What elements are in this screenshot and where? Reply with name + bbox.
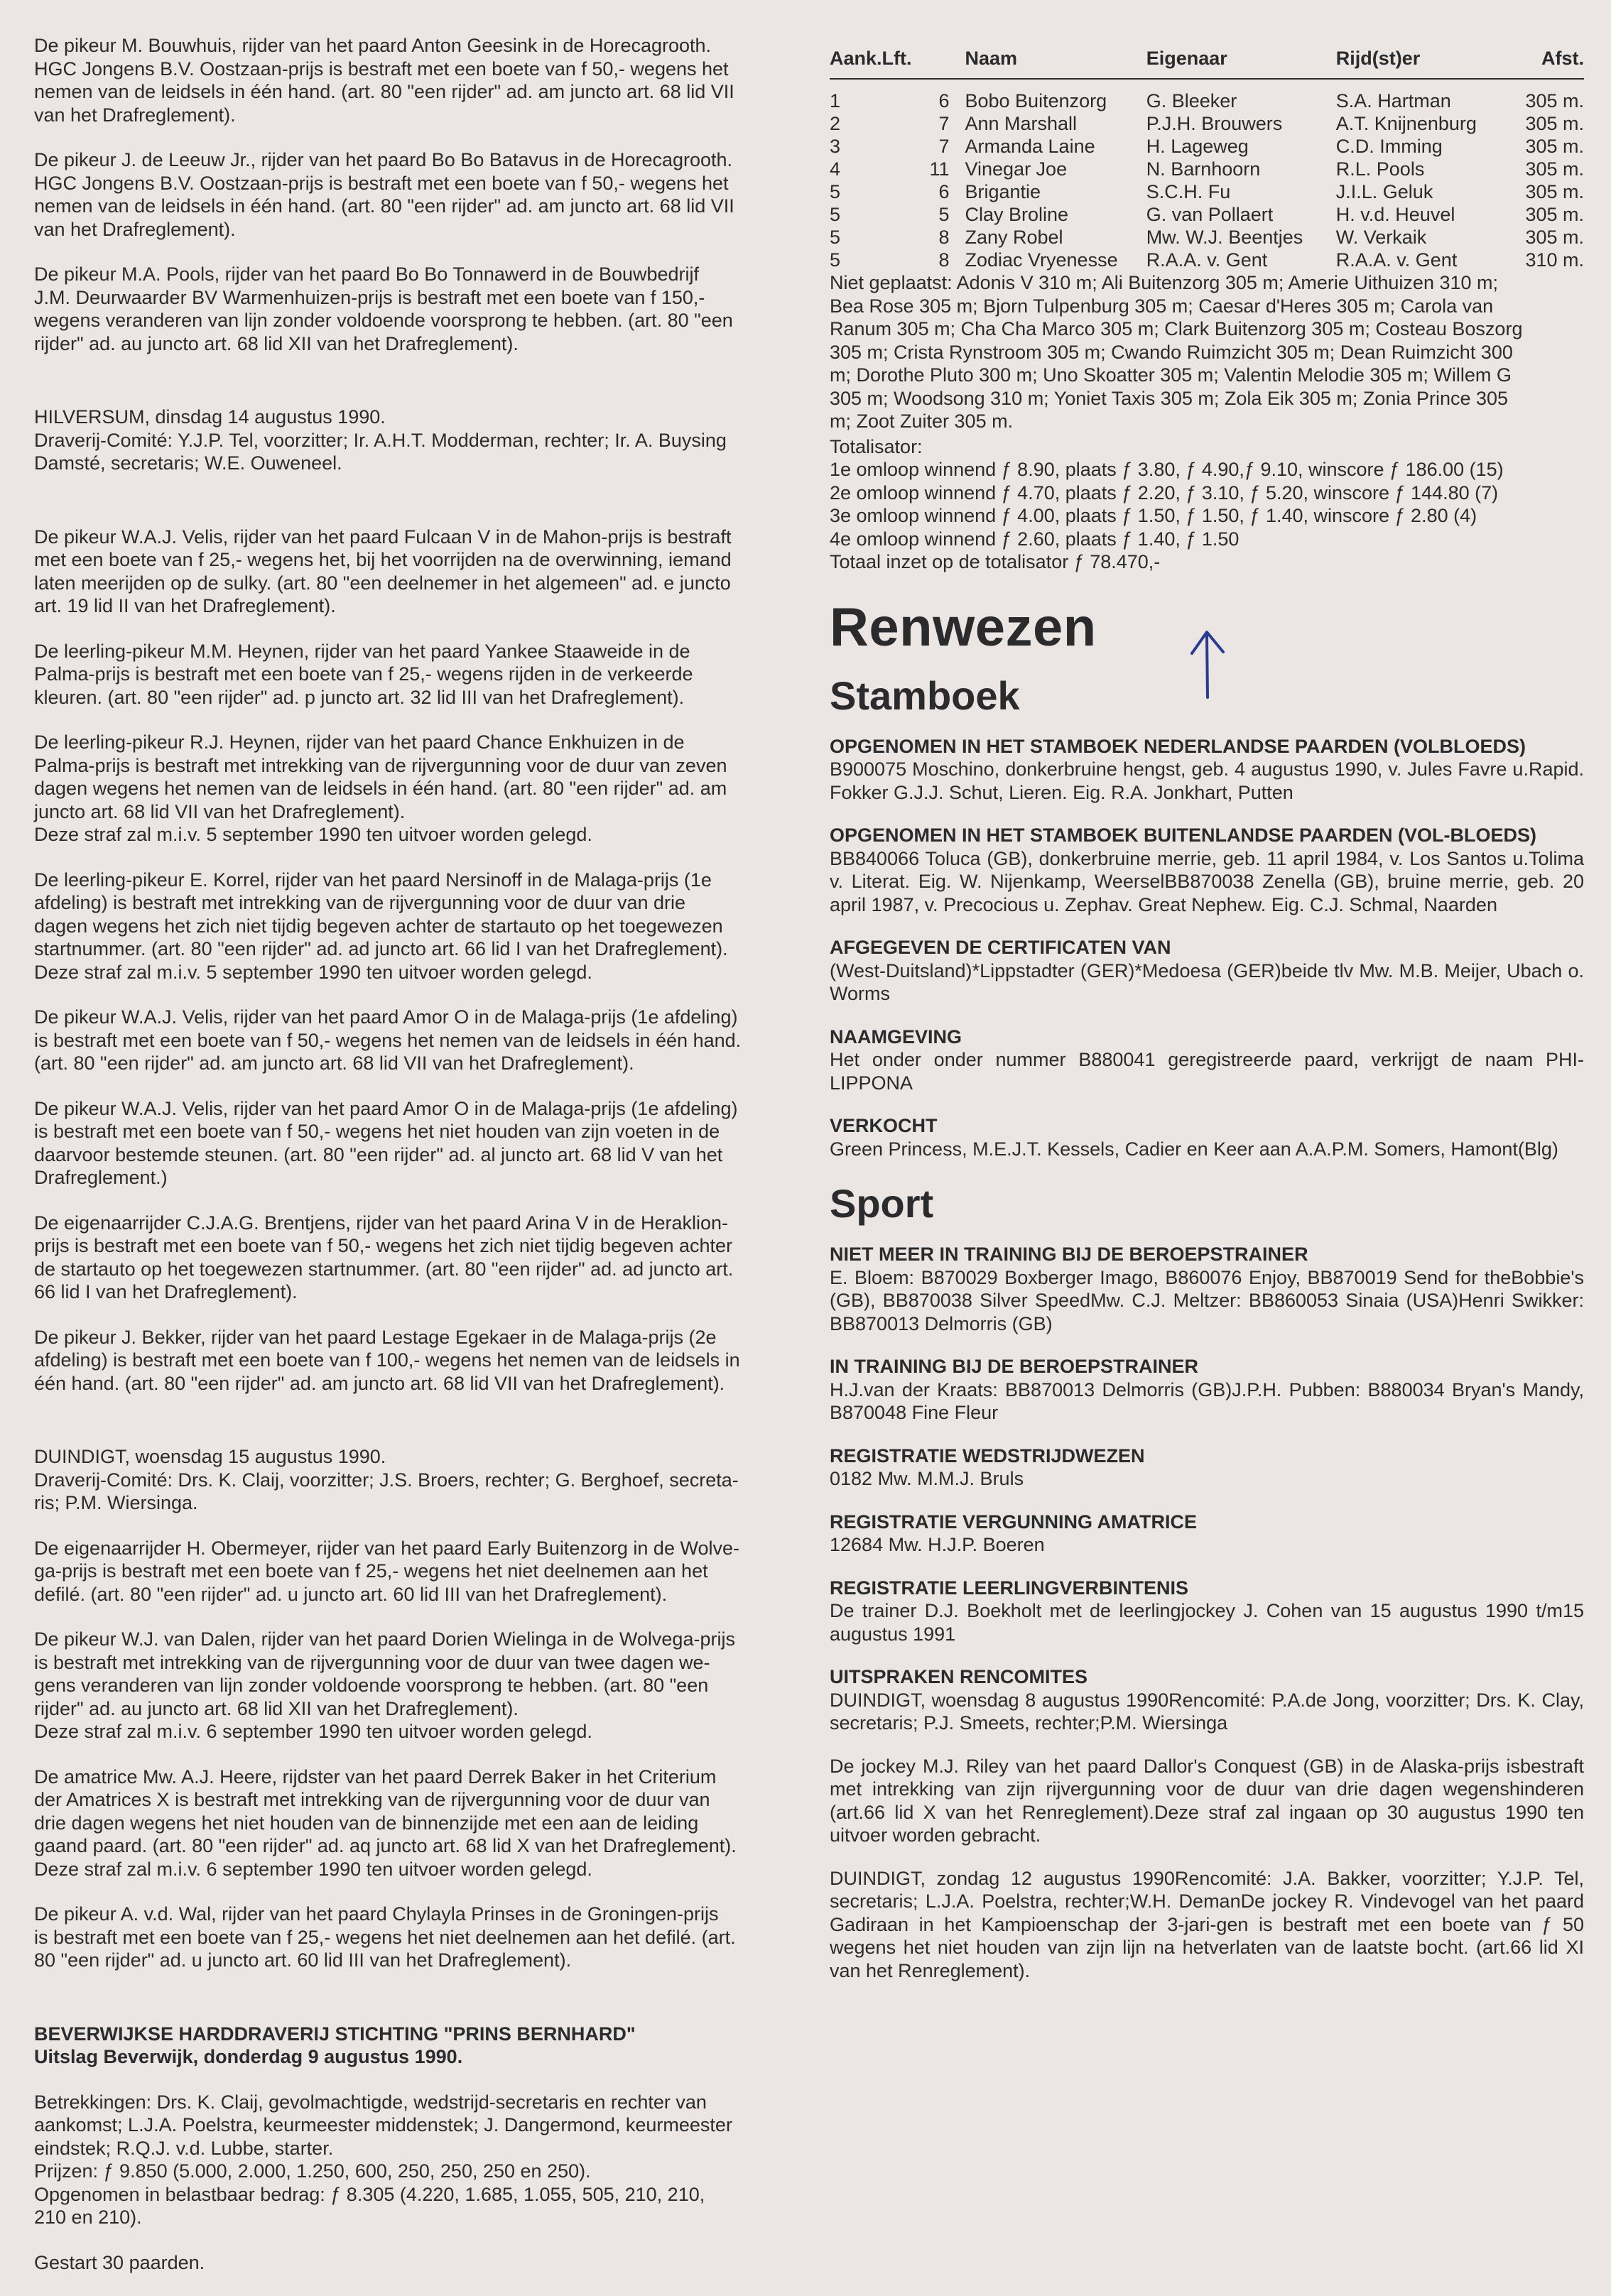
paragraph — [34, 1006, 788, 1075]
text-line: REGISTRATIE VERGUNNING AMATRICE — [830, 1511, 1198, 1533]
text-line: De pikeur J. Bekker, rijder van het paard Lestage Egekaer in de Malaga-prijs (2e — [34, 1326, 717, 1348]
text-line: afdeling) is bestraft met intrekking van de rijvergunning voor de duur van drie — [34, 892, 685, 913]
text-line: UITSPRAKEN RENCOMITES — [830, 1666, 1088, 1687]
text-line: P.M. Wiersinga — [1100, 1712, 1228, 1734]
text-line: Deze straf zal ingaan op 30 augustus 1990 ten uitvoer worden gebracht. — [830, 1801, 1584, 1846]
block-heading — [830, 1665, 1584, 1689]
text-line: HGC Jongens B.V. Oostzaan-prijs is bestraft met een boete van f 50,- wegens het — [34, 58, 729, 80]
text-line: De leerling-pikeur R.J. Heynen, rijder van het paard Chance Enkhuizen in de — [34, 731, 685, 753]
text-line: met een boete van f 25,- wegens het, bij het voorrijden na de overwinning, iemand — [34, 549, 732, 570]
result-row — [830, 158, 1584, 180]
text-line: Bobbie's (GB), BB870038 Silver Speed — [830, 1266, 1584, 1311]
paragraph — [34, 1326, 788, 1395]
block-text — [830, 1534, 1045, 1555]
text-line: startnummer. (art. 80 "een rijder" ad. ad juncto art. 66 lid I van het Drafreglement). — [34, 938, 728, 959]
text-line: wegens veranderen van lijn zonder voldoende voorsprong te hebben. (art. 80 "een — [34, 310, 733, 331]
cell-naam: Ann Marshall — [965, 113, 1078, 134]
text-line: Drafreglement.) — [34, 1167, 168, 1188]
text-line: W.H. Deman — [1129, 1890, 1241, 1912]
cell-afst: 305 m. — [1525, 90, 1584, 111]
text-line: 66 lid I van het Drafreglement). — [34, 1281, 298, 1302]
block-verkocht — [830, 1114, 1584, 1160]
block-heading — [830, 824, 1584, 847]
cell-eigenaar: H. Lageweg — [1146, 136, 1249, 157]
text-line: is bestraft met intrekking van de rijvergunning voor de duur van twee dagen we- — [34, 1651, 710, 1673]
text-line: 15 augustus 1991 — [830, 1600, 1584, 1645]
text-line: der Amatrices X is bestraft met intrekking van de rijvergunning voor de duur van — [34, 1789, 710, 1810]
paragraph — [34, 1903, 788, 1972]
text-line: rijder" ad. au juncto art. 68 lid XII van het Drafreglement). — [34, 1697, 519, 1719]
cell-rijder: H. v.d. Heuvel — [1335, 204, 1455, 225]
block-niet-meer-in-training — [830, 1243, 1584, 1335]
text-line: De pikeur M.A. Pools, rijder van het paard Bo Bo Tonnawerd in de Bouwbedrijf — [34, 263, 700, 285]
block-in-training — [830, 1355, 1584, 1425]
text-line: Damsté, secretaris; W.E. Ouweneel. — [34, 452, 342, 474]
cell-lft: 5 — [938, 204, 950, 225]
cell-aank: 5 — [830, 249, 841, 271]
cell-eigenaar: G. van Pollaert — [1146, 204, 1274, 225]
text-line: dagen wegens het zich niet tijdig begeven achter de startauto op het toegewezen — [34, 915, 723, 937]
text-line: Mw. C.J. Meltzer: BB860053 Sinaia (USA) — [1090, 1290, 1459, 1311]
text-line: Draverij-Comité: Drs. K. Claij, voorzitter; J.S. Broers, rechter; G. Berghoef, secreta- — [34, 1469, 739, 1491]
block-text — [830, 758, 1584, 803]
text-line: nemen van de leidsels in één hand. (art. 80 "een rijder" ad. am juncto art. 68 lid VII — [34, 81, 734, 102]
cell-eigenaar: Mw. W.J. Beentjes — [1146, 227, 1303, 248]
block-text — [830, 1138, 1558, 1160]
cell-aank: 5 — [830, 181, 841, 202]
right-column — [830, 47, 1584, 2002]
text-line: Niet geplaatst: Adonis V 310 m; Ali Buitenzorg 305 m; Amerie Uithuizen 310 m; — [830, 272, 1499, 293]
text-line: H.J.van der Kraats: BB870013 Delmorris (GB) — [830, 1378, 1232, 1400]
text-line: REGISTRATIE WEDSTRIJDWEZEN — [830, 1444, 1145, 1467]
text-line: Green Princess, M.E.J.T. Kessels, Cadier en Keer aan A.A.P.M. Somers, Hamont — [830, 1138, 1518, 1160]
text-line: prijs is bestraft met een boete van f 50,- wegens het zich niet tijdig begeven achter — [34, 1235, 733, 1256]
text-line: De pikeur A. v.d. Wal, rijder van het paard Chylayla Prinses in de Groningen-prijs — [34, 1903, 719, 1925]
paragraph — [34, 731, 788, 847]
text-line: De trainer D.J. Boekholt met de leerlingjockey J. Cohen van 15 augustus 1990 t/m — [830, 1600, 1563, 1621]
text-line: E. Bloem: B870029 Boxberger Imago, B860076 Enjoy, BB870019 Send for the — [830, 1266, 1512, 1288]
text-line: De leerling-pikeur M.M. Heynen, rijder van het paard Yankee Staaweide in de — [34, 640, 690, 662]
paragraph — [34, 640, 788, 709]
text-line: De eigenaarrijder C.J.A.G. Brentjens, rijder van het paard Arina V in de Heraklion- — [34, 1212, 728, 1234]
text-line: (Blg) — [1517, 1138, 1558, 1160]
cell-naam: Zany Robel — [965, 227, 1063, 248]
block-text — [830, 1756, 1584, 1846]
text-line: v. Great Nephew. Eig. C.J. Schmal, Naarden — [1119, 893, 1497, 915]
block-heading — [830, 936, 1584, 959]
cell-aank: 5 — [830, 227, 841, 248]
cell-lft: 11 — [929, 158, 950, 180]
text-line: één hand. (art. 80 "een rijder" ad. am juncto art. 68 lid VII van het Drafreglement). — [34, 1372, 725, 1394]
race-heading — [34, 2023, 788, 2069]
text-line: REGISTRATIE LEERLINGVERBINTENIS — [830, 1577, 1189, 1599]
paragraph — [34, 1212, 788, 1304]
text-line: De pikeur W.A.J. Velis, rijder van het paard Amor O in de Malaga-prijs (1e afdeling) — [34, 1097, 738, 1119]
text-line: Rapid. Fokker G.J.J. Schut, Lieren. Eig. R.A. Jonkhart, Putten — [830, 758, 1584, 803]
text-line: 0182 Mw. M.M.J. Bruls — [830, 1468, 1024, 1489]
text-line: Opgenomen in belastbaar bedrag: ƒ 8.305 (4.220, 1.685, 1.055, 505, 210, 210, — [34, 2183, 705, 2205]
block-text — [830, 1379, 1584, 1424]
text-line: OPGENOMEN IN HET STAMBOEK NEDERLANDSE PAARDEN (VOLBLOEDS) — [830, 735, 1526, 757]
niet-geplaatst — [830, 271, 1584, 433]
text-line: Uitslag Beverwijk, donderdag 9 augustus 1990. — [34, 2046, 463, 2067]
cell-aank: 4 — [830, 158, 841, 180]
text-line: De pikeur W.A.J. Velis, rijder van het paard Amor O in de Malaga-prijs (1e afdeling) — [34, 1006, 738, 1028]
cell-lft: 6 — [938, 90, 950, 111]
block-text — [830, 848, 1584, 915]
text-line: Deze straf zal m.i.v. 5 september 1990 ten uitvoer worden gelegd. — [34, 824, 592, 845]
text-line: Palma-prijs is bestraft met intrekking van de rijvergunning voor de duur van zeven — [34, 754, 727, 776]
cell-lft: 8 — [938, 227, 950, 248]
text-line: Palma-prijs is bestraft met een boete van f 25,- wegens rijden in de verkeerde — [34, 663, 693, 685]
meeting-header — [34, 406, 788, 475]
text-line: De amatrice Mw. A.J. Heere, rijdster van het paard Derrek Baker in het Criterium — [34, 1765, 717, 1788]
text-line: Draverij-Comité: Y.J.P. Tel, voorzitter; Ir. A.H.T. Modderman, rechter; Ir. A. Buysing — [34, 429, 727, 451]
paragraph — [34, 2251, 788, 2275]
block-text — [830, 1690, 1584, 1734]
cell-naam: Bobo Buitenzorg — [965, 90, 1107, 111]
cell-lft: 7 — [938, 113, 950, 134]
text-line: juncto art. 68 lid VII van het Drafreglement). — [34, 800, 406, 822]
cell-eigenaar: N. Barnhoorn — [1146, 158, 1261, 180]
col-header-lft: Lft. — [882, 47, 965, 79]
paragraph — [34, 1537, 788, 1606]
block-text — [830, 1868, 1584, 1981]
text-line: rijder" ad. au juncto art. 68 lid XII van het Drafreglement). — [34, 332, 519, 354]
block-text — [830, 1468, 1024, 1489]
cell-aank: 5 — [830, 204, 841, 225]
paragraph — [34, 263, 788, 355]
text-line: B900075 Moschino, donkerbruine hengst, geb. 4 augustus 1990, v. Jules Favre u. — [830, 758, 1529, 780]
text-line: defilé. (art. 80 "een rijder" ad. u juncto art. 60 lid III van het Drafreglement). — [34, 1583, 668, 1605]
cell-afst: 310 m. — [1525, 249, 1584, 271]
text-line: 210 en 210). — [34, 2207, 142, 2228]
text-line: Deze straf zal m.i.v. 6 september 1990 ten uitvoer worden gelegd. — [34, 1858, 592, 1880]
text-line: De jockey R. Vindevogel van het paard Gadiraan in het Kampioenschap der 3-jari- — [830, 1890, 1584, 1935]
cell-naam: Brigantie — [965, 181, 1041, 202]
text-line: Betrekkingen: Drs. K. Claij, gevolmachtigde, wedstrijd-secretaris en rechter van — [34, 2091, 707, 2113]
block-naamgeving — [830, 1025, 1584, 1095]
text-line: drie dagen wegens het niet houden van de binnenzijde met een aan de leiding — [34, 1812, 699, 1834]
cell-rijder: J.I.L. Geluk — [1335, 181, 1433, 202]
text-line: hinderen (art.66 lid X van het Renreglement). — [830, 1778, 1584, 1823]
text-line: beide tlv Mw. M.B. Meijer, Ubach o. Worms — [830, 959, 1584, 1004]
result-row — [830, 180, 1584, 203]
cell-rijder: R.L. Pools — [1335, 158, 1425, 180]
text-line: laten meerijden op de sulky. (art. 80 "een deelnemer in het algemeen" ad. e juncto — [34, 572, 731, 594]
cell-afst: 305 m. — [1525, 136, 1584, 157]
text-line: VERKOCHT — [830, 1115, 938, 1136]
block-text — [830, 1267, 1584, 1334]
paragraph — [34, 2091, 788, 2229]
text-line: dagen wegens het nemen van de leidsels in één hand. (art. 80 "een rijder" ad. am — [34, 778, 727, 799]
text-line: Prijzen: ƒ 9.850 (5.000, 2.000, 1.250, 600, 250, 250, 250 en 250). — [34, 2160, 591, 2182]
text-line: gen is bestraft met een boete van ƒ 50 wegens het niet houden van zijn lijn na het — [830, 1913, 1584, 1958]
text-line: 305 m; Crista Rynstroom 305 m; Cwando Ruimzicht 305 m; Dean Ruimzicht 300 — [830, 341, 1513, 363]
meeting-header — [34, 1445, 788, 1515]
block-heading — [830, 1243, 1584, 1266]
cell-afst: 305 m. — [1525, 158, 1584, 180]
col-header-naam: Naam — [965, 47, 1146, 79]
text-line: Rencomité: J.A. Bakker, voorzitter; Y.J.P. Tel, secretaris; L.J.A. Poelstra, rechter; — [830, 1867, 1584, 1912]
result-row — [830, 112, 1584, 135]
paragraph — [34, 1097, 788, 1190]
text-line: OPGENOMEN IN HET STAMBOEK BUITENLANDSE PAARDEN (VOL- — [830, 825, 1450, 846]
text-line: bestraft met intrekking van zijn rijvergunning voor de duur van drie dagen wegens — [830, 1755, 1584, 1800]
cell-rijder: C.D. Imming — [1335, 136, 1443, 157]
left-column — [34, 34, 788, 2296]
text-line: m; Zoot Zuiter 305 m. — [830, 410, 1014, 432]
text-line: Deze straf zal m.i.v. 6 september 1990 ten uitvoer worden gelegd. — [34, 1721, 592, 1742]
text-line: BB840066 Toluca (GB), donkerbruine merrie, geb. 11 april 1984, v. Los Santos u. — [830, 847, 1529, 869]
block-registratie-leerling — [830, 1577, 1584, 1646]
text-line: HGC Jongens B.V. Oostzaan-prijs is bestraft met een boete van f 50,- wegens het — [34, 172, 729, 194]
block-heading — [830, 1114, 1584, 1138]
text-line: De pikeur W.J. van Dalen, rijder van het paard Dorien Wielinga in de Wolvega-prijs — [34, 1628, 735, 1650]
text-line: (art. 80 "een rijder" ad. am juncto art. 68 lid VII van het Drafreglement). — [34, 1052, 634, 1074]
text-line: DUINDIGT, woensdag 8 augustus 1990 — [830, 1689, 1169, 1711]
text-line: (West-Duitsland) — [830, 959, 972, 981]
text-line: BB870038 Zenella (GB), bruine merrie, geb. 20 april 1987, v. Precocious u. Zepha — [830, 871, 1584, 915]
block-uitspraak-riley — [830, 1755, 1584, 1847]
cell-rijder: W. Verkaik — [1335, 227, 1427, 248]
text-line: Deze straf zal m.i.v. 5 september 1990 ten uitvoer worden gelegd. — [34, 961, 592, 983]
result-row — [830, 249, 1584, 271]
results-table — [830, 47, 1584, 271]
block-heading — [830, 1025, 1584, 1049]
text-line: Het onder onder nummer B880041 geregistreerde paard, verkrijgt de naam PHI- — [830, 1049, 1584, 1070]
cell-afst: 305 m. — [1525, 113, 1584, 134]
paragraph — [34, 148, 788, 241]
cell-naam: Armanda Laine — [965, 136, 1095, 157]
text-line: Rencomité: P.A.de Jong, voorzitter; Drs. K. Clay, secretaris; P.J. Smeets, rechter; — [830, 1689, 1585, 1734]
col-header-aank: Aank. — [830, 47, 882, 79]
text-line: 2e omloop winnend ƒ 4.70, plaats ƒ 2.20, ƒ 3.10, ƒ 5.20, winscore ƒ 144.80 (7) — [830, 481, 1499, 504]
text-line: J.M. Deurwaarder BV Warmenhuizen-prijs is bestraft met een boete van f 150,- — [34, 286, 705, 308]
text-line: de startauto op het toegewezen startnummer. (art. 80 "een rijder" ad. ad juncto art. — [34, 1258, 734, 1280]
text-line: J.P.H. Pubben: B880034 Bryan's Mandy, B870048 Fine Fleur — [830, 1378, 1584, 1423]
text-line: aankomst; L.J.A. Poelstra, keurmeester middenstek; J. Dangermond, keurmeester — [34, 2114, 732, 2136]
result-row — [830, 79, 1584, 112]
text-line: art. 19 lid II van het Drafreglement). — [34, 595, 336, 616]
text-line: De jockey M.J. Riley van het paard Dallor's Conquest (GB) in de Alaska-prijs is — [830, 1755, 1520, 1777]
results-body — [830, 79, 1584, 271]
result-row — [830, 203, 1584, 226]
text-line: Ranum 305 m; Cha Cha Marco 305 m; Clark Buitenzorg 305 m; Costeau Boszorg — [830, 318, 1523, 339]
cell-aank: 2 — [830, 113, 841, 134]
block-stamboek-nl — [830, 735, 1584, 805]
result-row — [830, 135, 1584, 158]
block-heading — [830, 1577, 1584, 1600]
text-line: kleuren. (art. 80 "een rijder" ad. p juncto art. 32 lid III van het Drafreglement). — [34, 686, 685, 708]
results-header-row — [830, 47, 1584, 79]
text-line: De eigenaarrijder H. Obermeyer, rijder van het paard Early Buitenzorg in de Wolve- — [34, 1537, 739, 1559]
cell-lft: 6 — [938, 181, 950, 202]
block-text — [830, 1049, 1584, 1094]
text-line: NAAMGEVING — [830, 1025, 962, 1048]
paragraph — [34, 1765, 788, 1881]
cell-aank: 1 — [830, 90, 841, 111]
text-line: is bestraft met een boete van f 50,- wegens het niet houden van zijn voeten in de — [34, 1121, 720, 1142]
section-title-stamboek: Stamboek — [830, 673, 1020, 718]
text-line: eindstek; R.Q.J. v.d. Lubbe, starter. — [34, 2137, 334, 2159]
text-line: van het Drafreglement). — [34, 104, 236, 126]
block-heading — [830, 1355, 1584, 1378]
text-line: IN TRAINING BIJ DE BEROEPSTRAINER — [830, 1356, 1199, 1377]
paragraph — [34, 869, 788, 984]
text-line: Henri Swikker: BB870013 Delmorris (GB) — [830, 1290, 1584, 1334]
text-line: BEVERWIJKSE HARDDRAVERIJ STICHTING "PRINS BERNHARD" — [34, 2023, 636, 2045]
block-uitspraak-vindevogel — [830, 1867, 1584, 1983]
text-line: *Medoesa (GER) — [1134, 959, 1281, 981]
cell-naam: Vinegar Joe — [965, 158, 1068, 180]
text-line: van het Drafreglement). — [34, 218, 236, 240]
text-line: De pikeur J. de Leeuw Jr., rijder van het paard Bo Bo Batavus in de Horecagrooth. — [34, 149, 733, 170]
text-line: Totaal inzet op de totalisator ƒ 78.470,- — [830, 551, 1161, 572]
cell-eigenaar: S.C.H. Fu — [1146, 181, 1231, 202]
text-line: 4e omloop winnend ƒ 2.60, plaats ƒ 1.40, ƒ 1.50 — [830, 528, 1240, 550]
text-line: De pikeur W.A.J. Velis, rijder van het paard Fulcaan V in de Mahon-prijs is bestraft — [34, 526, 732, 548]
cell-eigenaar: R.A.A. v. Gent — [1146, 249, 1268, 271]
block-heading — [830, 1511, 1584, 1534]
text-line: daarvoor bestemde steunen. (art. 80 "een rijder" ad. al juncto art. 68 lid V van het — [34, 1143, 723, 1165]
text-line: *Lippstadter (GER) — [972, 959, 1135, 981]
paragraph — [34, 526, 788, 618]
cell-lft: 8 — [938, 249, 950, 271]
text-line: ga-prijs is bestraft met een boete van f 25,- wegens het niet deelnemen aan het — [34, 1560, 708, 1582]
block-registratie-amatrice — [830, 1511, 1584, 1557]
col-header-afst: Afst. — [1525, 47, 1584, 79]
text-line: NIET MEER IN TRAINING BIJ DE BEROEPSTRAINER — [830, 1244, 1308, 1265]
block-heading — [830, 1444, 1584, 1468]
text-line: 3e omloop winnend ƒ 4.00, plaats ƒ 1.50, ƒ 1.50, ƒ 1.40, winscore ƒ 2.80 (4) — [830, 505, 1477, 526]
text-line: 1e omloop winnend ƒ 8.90, plaats ƒ 3.80, ƒ 4.90,ƒ 9.10, winscore ƒ 186.00 (15) — [830, 459, 1504, 480]
cell-lft: 7 — [938, 136, 950, 157]
block-uitspraken — [830, 1665, 1584, 1735]
text-line: DUINDIGT, woensdag 15 augustus 1990. — [34, 1446, 386, 1467]
text-line: Tolima v. Literat. Eig. W. Nijenkamp, Weersel — [830, 847, 1584, 892]
text-line: verlaten van de laatste bocht. (art.66 lid XI van het Renreglement). — [830, 1937, 1584, 1981]
cell-naam: Zodiac Vryenesse — [965, 249, 1118, 271]
paragraph — [34, 1628, 788, 1743]
section-title-sport: Sport — [830, 1181, 934, 1226]
col-header-rijder: Rijd(st)er — [1336, 47, 1526, 79]
text-line: gens veranderen van lijn zonder voldoende voorsprong te hebben. (art. 80 "een — [34, 1675, 709, 1696]
text-line: Totalisator: — [830, 435, 923, 457]
col-header-eigenaar: Eigenaar — [1146, 47, 1336, 79]
block-stamboek-buitenland — [830, 824, 1584, 916]
block-certificaten — [830, 936, 1584, 1006]
text-line: Bea Rose 305 m; Bjorn Tulpenburg 305 m; Caesar d'Heres 305 m; Carola van — [830, 295, 1494, 317]
block-heading — [830, 735, 1584, 758]
block-text — [830, 1600, 1584, 1645]
text-line: 305 m; Woodsong 310 m; Yoniet Taxis 305 m; Zola Eik 305 m; Zonia Prince 305 — [830, 387, 1509, 409]
text-line: Gestart 30 paarden. — [34, 2251, 205, 2273]
text-line: DUINDIGT, zondag 12 augustus 1990 — [830, 1867, 1175, 1889]
text-line: De leerling-pikeur E. Korrel, rijder van het paard Nersinoff in de Malaga-prijs (1e — [34, 869, 712, 891]
totalisator — [830, 435, 1584, 574]
cell-naam: Clay Broline — [965, 204, 1069, 225]
text-line: De pikeur M. Bouwhuis, rijder van het paard Anton Geesink in de Horecagrooth. — [34, 35, 712, 56]
cell-afst: 305 m. — [1525, 227, 1584, 248]
result-row — [830, 226, 1584, 249]
handwritten-arrow-icon — [1186, 625, 1229, 703]
cell-eigenaar: P.J.H. Brouwers — [1146, 113, 1283, 134]
text-line: BLOEDS) — [1450, 825, 1537, 846]
section-title-renwezen: Renwezen — [830, 597, 1097, 658]
paragraph — [34, 34, 788, 126]
text-line: is bestraft met een boete van f 50,- wegens het nemen van de leidsels in één hand. — [34, 1029, 742, 1051]
text-line: nemen van de leidsels in één hand. (art. 80 "een rijder" ad. am juncto art. 68 lid VII — [34, 195, 734, 217]
cell-afst: 305 m. — [1525, 181, 1584, 202]
cell-rijder: S.A. Hartman — [1335, 90, 1451, 111]
cell-rijder: A.T. Knijnenburg — [1335, 113, 1477, 134]
text-line: gaand paard. (art. 80 "een rijder" ad. aq juncto art. 68 lid X van het Drafreglement). — [34, 1835, 737, 1856]
cell-eigenaar: G. Bleeker — [1146, 90, 1237, 111]
block-registratie-wedstrijdwezen — [830, 1444, 1584, 1491]
text-line: HILVERSUM, dinsdag 14 augustus 1990. — [34, 406, 386, 428]
text-line: 12684 Mw. H.J.P. Boeren — [830, 1534, 1045, 1555]
block-text — [830, 960, 1584, 1005]
text-line: LIPPONA — [830, 1072, 913, 1094]
cell-aank: 3 — [830, 136, 841, 157]
text-line: is bestraft met een boete van f 25,- wegens het niet deelnemen aan het defilé. (art. — [34, 1926, 736, 1948]
cell-rijder: R.A.A. v. Gent — [1335, 249, 1458, 271]
text-line: 80 "een rijder" ad. u juncto art. 60 lid III van het Drafreglement). — [34, 1949, 572, 1971]
text-line: ris; P.M. Wiersinga. — [34, 1492, 198, 1513]
text-line: m; Dorothe Pluto 300 m; Uno Skoatter 305 m; Valentin Melodie 305 m; Willem G — [830, 364, 1512, 386]
cell-afst: 305 m. — [1525, 204, 1584, 225]
text-line: AFGEGEVEN DE CERTIFICATEN VAN — [830, 937, 1171, 958]
text-line: afdeling) is bestraft met een boete van f 100,- wegens het nemen van de leidsels in — [34, 1349, 740, 1371]
